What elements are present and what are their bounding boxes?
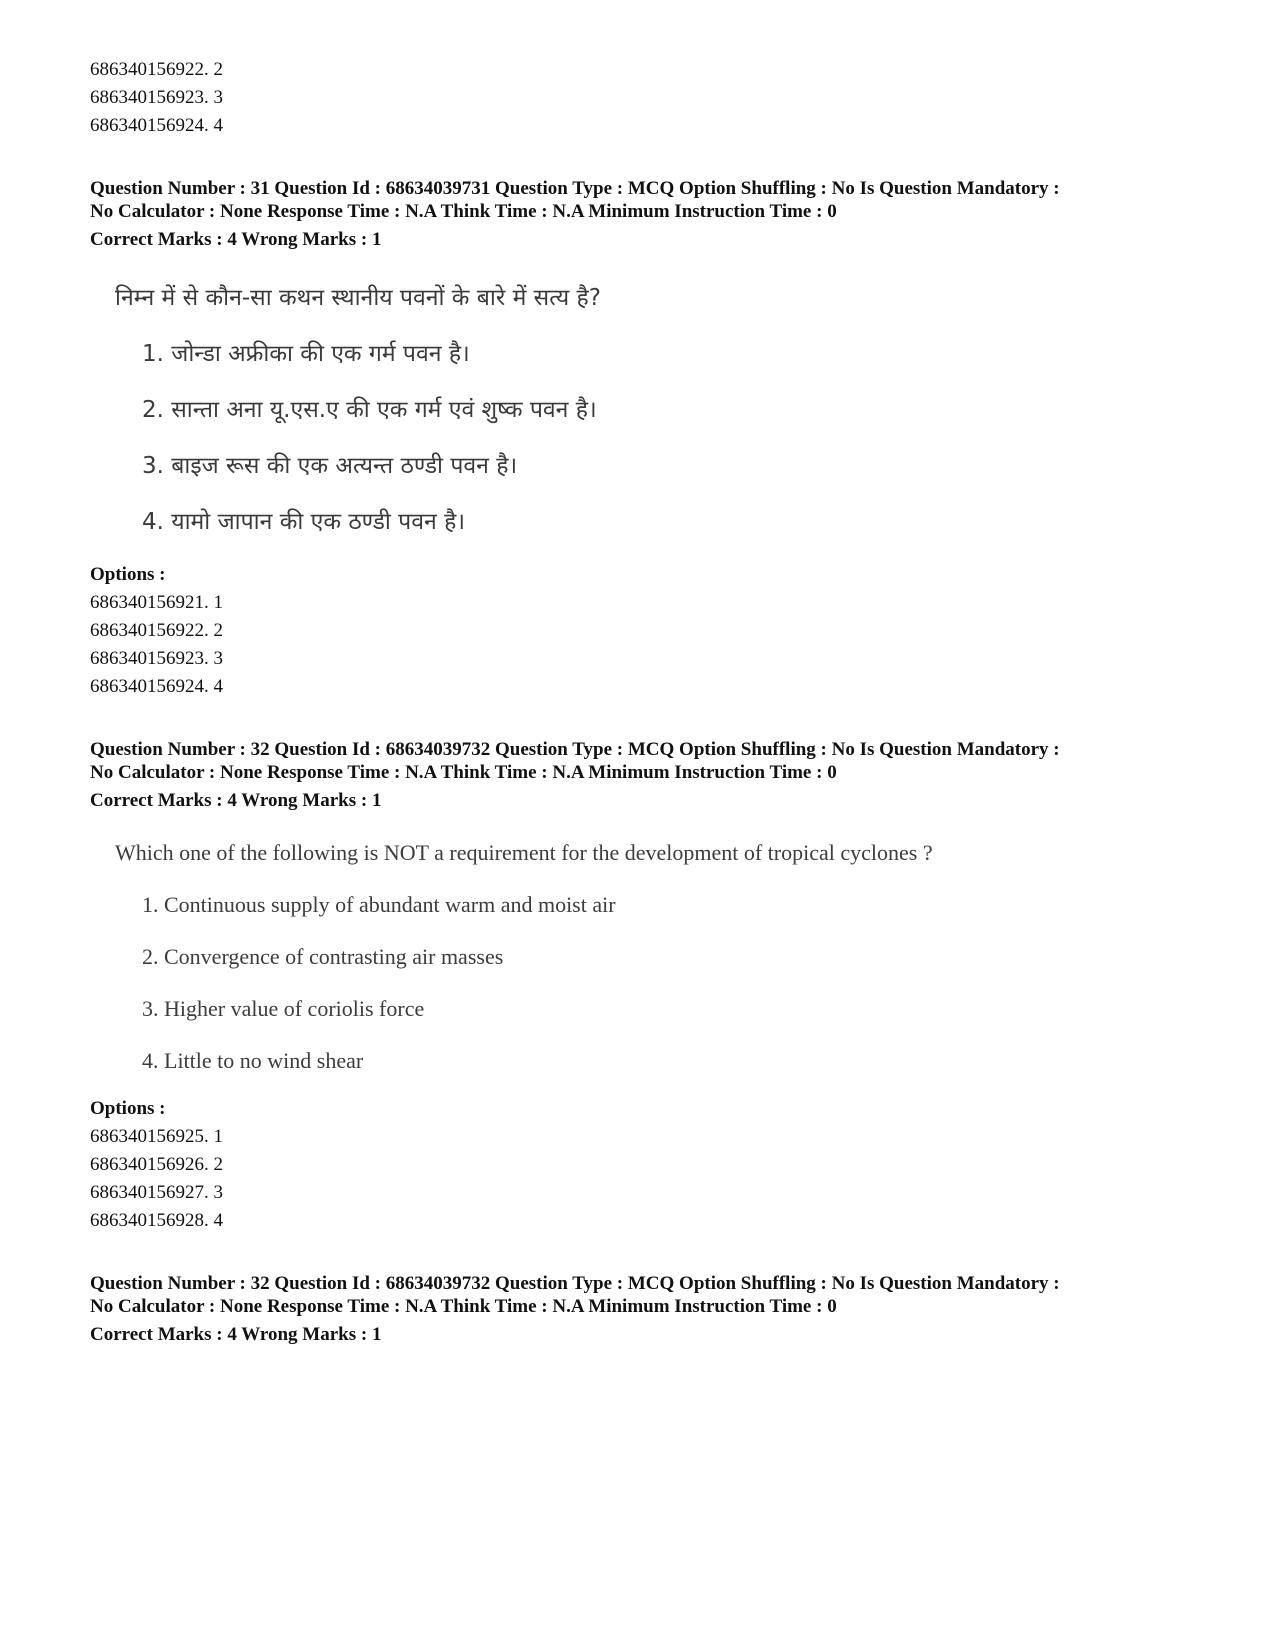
option-line: 686340156927. 3	[90, 1182, 223, 1203]
marks-line: Correct Marks : 4 Wrong Marks : 1	[90, 790, 382, 811]
question-choice: 4. यामो जापान की एक ठण्डी पवन है।	[142, 509, 466, 535]
question-choice: 3. बाइज रूस की एक अत्यन्त ठण्डी पवन है।	[142, 453, 518, 479]
question-choice: 2. सान्ता अना यू.एस.ए की एक गर्म एवं शुष्क पवन है।	[142, 397, 597, 423]
option-line: 686340156922. 2	[90, 620, 223, 641]
option-line: 686340156925. 1	[90, 1126, 223, 1147]
question-choice: 1. जोन्डा अफ्रीका की एक गर्म पवन है।	[142, 341, 470, 367]
option-line: 686340156926. 2	[90, 1154, 223, 1175]
question-choice: 2. Convergence of contrasting air masses	[142, 944, 504, 969]
option-line: 686340156922. 2	[90, 59, 223, 80]
question-header: No Calculator : None Response Time : N.A Think Time : N.A Minimum Instruction Time : 0	[90, 762, 837, 783]
question-header: Question Number : 32 Question Id : 68634039732 Question Type : MCQ Option Shuffling : No Is Question Mandatory :	[90, 739, 1060, 760]
question-header: Question Number : 32 Question Id : 68634039732 Question Type : MCQ Option Shuffling : No Is Question Mandatory :	[90, 1273, 1060, 1294]
option-line: 686340156923. 3	[90, 648, 223, 669]
question-text: निम्न में से कौन-सा कथन स्थानीय पवनों के बारे में सत्य है?	[115, 285, 601, 311]
option-line: 686340156928. 4	[90, 1210, 223, 1231]
option-line: 686340156924. 4	[90, 676, 223, 697]
marks-line: Correct Marks : 4 Wrong Marks : 1	[90, 1324, 382, 1345]
question-choice: 1. Continuous supply of abundant warm and moist air	[142, 892, 616, 917]
question-header: No Calculator : None Response Time : N.A Think Time : N.A Minimum Instruction Time : 0	[90, 1296, 837, 1317]
option-line: 686340156921. 1	[90, 592, 223, 613]
question-choice: 4. Little to no wind shear	[142, 1048, 364, 1073]
options-label: Options :	[90, 1098, 166, 1119]
option-line: 686340156924. 4	[90, 115, 223, 136]
options-label: Options :	[90, 564, 166, 585]
question-choice: 3. Higher value of coriolis force	[142, 996, 425, 1021]
question-text: Which one of the following is NOT a requirement for the development of tropical cyclones ?	[115, 840, 933, 865]
question-header: No Calculator : None Response Time : N.A Think Time : N.A Minimum Instruction Time : 0	[90, 201, 837, 222]
marks-line: Correct Marks : 4 Wrong Marks : 1	[90, 229, 382, 250]
question-header: Question Number : 31 Question Id : 68634039731 Question Type : MCQ Option Shuffling : No Is Question Mandatory :	[90, 178, 1060, 199]
option-line: 686340156923. 3	[90, 87, 223, 108]
